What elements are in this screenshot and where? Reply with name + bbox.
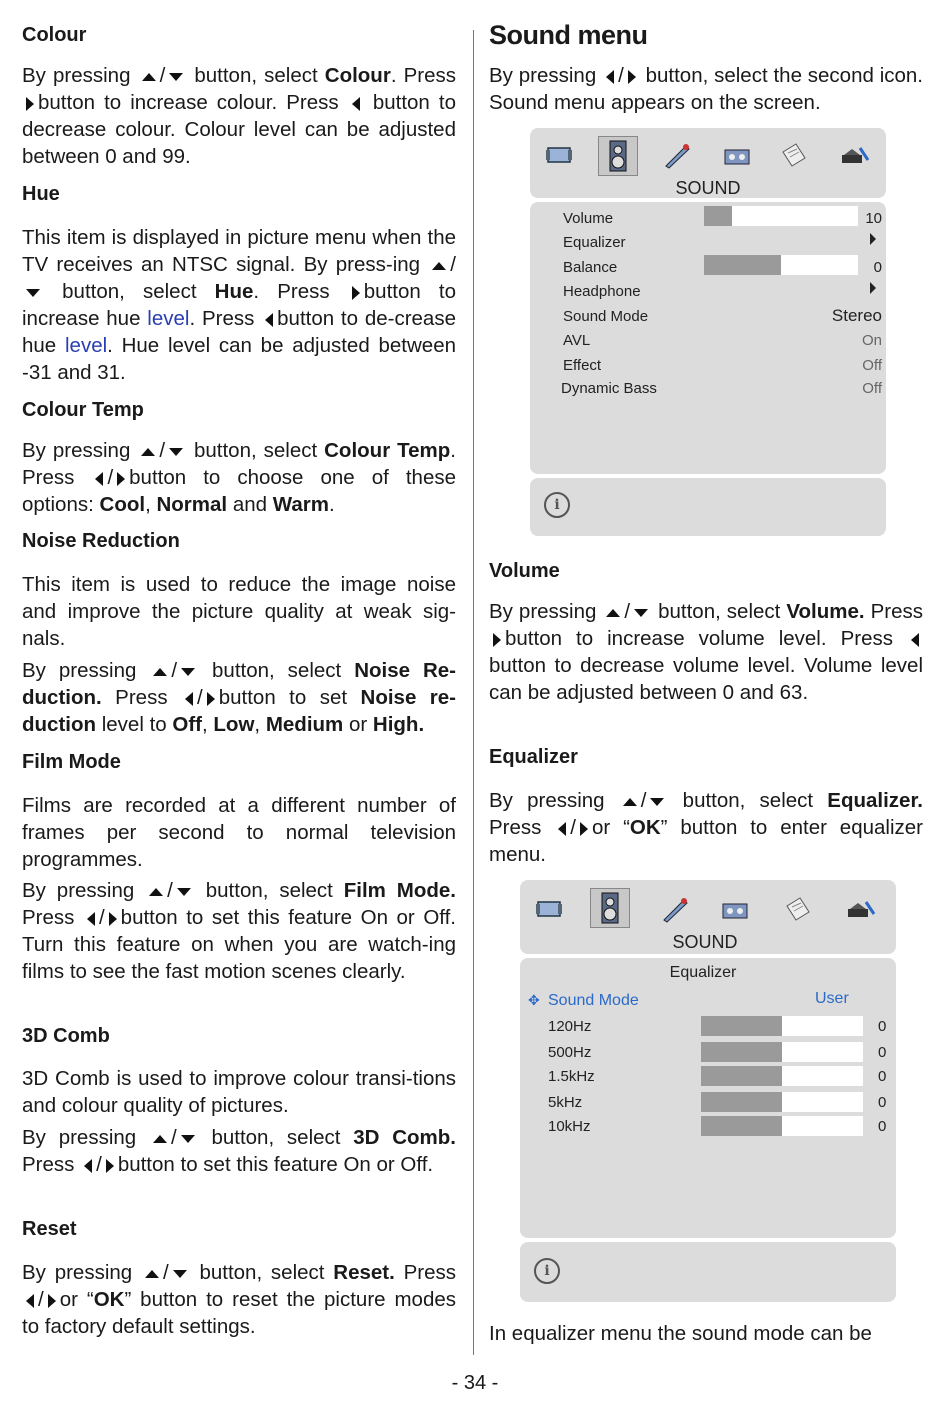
down-arrow-icon	[181, 668, 195, 676]
osd-equalizer-body	[520, 958, 896, 1238]
eq-band-bar-fill	[701, 1066, 782, 1086]
sound-osd	[530, 128, 886, 536]
picture-icon[interactable]	[534, 894, 564, 924]
text: button, select	[62, 280, 197, 303]
text: . Press	[390, 64, 456, 87]
bold-text: Volume.	[786, 600, 865, 623]
menu-item-value: On	[861, 332, 882, 349]
bold-text: Off	[172, 713, 202, 736]
colour-temp-paragraph: By pressing / button, select Colour Temp. Press / button to choose one of these options: Cool, Normal and Warm.	[22, 439, 456, 516]
noise-paragraph-2: By pressing / button, select Noise Re-duction. Press / button to set Noise re-duction level to Off, Low, Medium or High.	[22, 659, 457, 736]
colour-temp-heading: Colour Temp	[22, 399, 144, 421]
eq-band-bar[interactable]	[701, 1066, 863, 1086]
eq-band-value: 0	[878, 1094, 887, 1111]
bold-text: Warm	[272, 493, 329, 516]
column-divider	[473, 30, 474, 1355]
up-arrow-icon	[153, 668, 167, 676]
feature-icon[interactable]	[662, 140, 692, 170]
text: By pressing	[22, 659, 137, 682]
text: button, select	[658, 600, 781, 623]
text: By pressing	[489, 789, 605, 812]
level-link[interactable]: level	[147, 307, 190, 330]
level-bar-fill	[704, 255, 781, 275]
picture-icon[interactable]	[544, 140, 574, 170]
up-arrow-icon	[145, 1270, 159, 1278]
osd-tab-bar	[530, 128, 886, 198]
noise-reduction-heading: Noise Reduction	[22, 530, 180, 552]
text: Press	[22, 906, 75, 929]
eq-band-value: 0	[878, 1018, 887, 1035]
text: Press	[489, 816, 542, 839]
down-arrow-icon	[181, 1135, 195, 1143]
text: button to decrease colour. Colour level can be adjusted between 0 and 99.	[22, 91, 456, 168]
text: button, select	[199, 1261, 325, 1284]
down-arrow-icon	[650, 798, 664, 806]
source-icon[interactable]	[778, 140, 808, 170]
text: button to choose one of these options:	[22, 466, 456, 516]
sound-intro-paragraph: By pressing / button, select the second icon. Sound menu appears on the screen.	[489, 64, 924, 114]
hue-heading: Hue	[22, 183, 60, 205]
text: and	[232, 493, 268, 516]
right-arrow-icon	[117, 472, 125, 486]
text: . Press	[189, 307, 255, 330]
osd-footer	[520, 1242, 896, 1302]
bold-text: Noise re-duction	[22, 686, 456, 736]
left-arrow-icon	[606, 70, 614, 84]
down-arrow-icon	[634, 609, 648, 617]
settings-icon[interactable]	[840, 140, 870, 170]
hue-paragraph: This item is displayed in picture menu when the TV receives an NTSC signal. By press-ing / button, select Hue. Press button to increase hue level. Press button to de-crease hue level. Hue level can be adjusted between -31 and 31.	[22, 226, 456, 384]
eq-band-bar[interactable]	[701, 1016, 863, 1036]
text: button to set this feature On or Off. Turn this feature on when you are watch-ing films to see the fast motion scenes clearly.	[22, 906, 456, 983]
level-bar[interactable]	[704, 255, 858, 275]
equalizer-osd	[520, 880, 896, 1302]
equalizer-paragraph: By pressing / button, select Equalizer. Press / or “OK” button to enter equalizer menu.	[489, 789, 923, 866]
up-arrow-icon	[142, 73, 156, 81]
down-arrow-icon	[169, 73, 183, 81]
closing-paragraph: In equalizer menu the sound mode can be	[489, 1322, 872, 1345]
eq-band-bar[interactable]	[701, 1116, 863, 1136]
colour-heading: Colour	[22, 24, 87, 46]
text: . Press	[253, 280, 330, 303]
text: By pressing	[22, 879, 135, 902]
comb-paragraph-2: By pressing / button, select 3D Comb. Press / button to set this feature On or Off.	[22, 1126, 456, 1176]
move-icon: ✥	[528, 992, 540, 1008]
left-arrow-icon	[87, 912, 95, 926]
text: ” button to enter equalizer menu.	[489, 816, 923, 866]
volume-paragraph: By pressing / button, select Volume. Press button to increase volume level. Press button to decrease volume level. Volume level can be adjusted between 0 and 63.	[489, 600, 923, 704]
eq-band-bar-fill	[701, 1116, 782, 1136]
bold-text: OK	[93, 1288, 125, 1311]
right-arrow-icon	[109, 912, 117, 926]
feature-icon[interactable]	[660, 894, 690, 924]
up-arrow-icon	[432, 262, 446, 270]
eq-band-label[interactable]: 120Hz	[548, 1018, 592, 1035]
text: ” button to reset the picture modes to factory default settings.	[22, 1288, 457, 1338]
menu-item-dynamic-bass[interactable]: Dynamic Bass	[561, 380, 657, 397]
settings-icon[interactable]	[846, 894, 876, 924]
up-arrow-icon	[623, 798, 637, 806]
install-icon[interactable]	[722, 140, 752, 170]
menu-item-headphone[interactable]: Headphone	[563, 283, 641, 300]
osd-header: SOUND	[675, 178, 741, 198]
right-arrow-icon	[106, 1159, 114, 1173]
up-arrow-icon	[149, 888, 163, 896]
left-arrow-icon	[95, 472, 103, 486]
bold-text: Reset.	[333, 1261, 395, 1284]
text: . Hue level can be adjusted between -31 and 31.	[22, 334, 456, 384]
menu-item-sound-mode[interactable]: Sound Mode	[563, 308, 649, 325]
eq-band-label[interactable]: 5kHz	[548, 1094, 583, 1111]
eq-band-value: 0	[878, 1044, 887, 1061]
comb-paragraph-1: 3D Comb is used to improve colour transi-tions and colour quality of pictures.	[22, 1067, 456, 1117]
submenu-arrow-icon	[870, 233, 876, 245]
left-arrow-icon	[84, 1159, 92, 1173]
right-arrow-icon	[628, 70, 636, 84]
text: By pressing	[489, 64, 597, 87]
down-arrow-icon	[173, 1270, 187, 1278]
equalizer-subheader: Equalizer	[669, 964, 737, 981]
text: Press	[22, 1153, 75, 1176]
menu-item-avl[interactable]: AVL	[563, 332, 591, 349]
text: button to increase colour. Press	[38, 91, 339, 114]
text: button to increase volume level. Press	[505, 627, 893, 650]
eq-band-bar-fill	[701, 1016, 782, 1036]
text: button, select	[194, 64, 318, 87]
eq-band-label[interactable]: 500Hz	[548, 1044, 592, 1061]
left-arrow-icon	[26, 1294, 34, 1308]
text: or “	[591, 816, 630, 839]
up-arrow-icon	[606, 609, 620, 617]
bold-text: Equalizer.	[827, 789, 923, 812]
text: This item is displayed in picture menu when the TV receives an NTSC signal. By press-ing	[22, 226, 456, 276]
bold-text: Cool	[99, 493, 146, 516]
right-arrow-icon	[493, 633, 501, 647]
text: button, select	[682, 789, 814, 812]
text: button, select	[212, 659, 342, 682]
text: By pressing	[22, 1261, 133, 1284]
bold-text: 3D Comb.	[353, 1126, 456, 1149]
right-arrow-icon	[580, 822, 588, 836]
info-icon: i	[534, 1258, 560, 1284]
colour-paragraph: By pressing / button, select Colour. Press button to increase colour. Press button to decrease colour. Colour level can be adjusted between 0 and 99.	[22, 64, 456, 168]
text: button to set this feature On or Off.	[117, 1153, 434, 1176]
bold-text: High.	[372, 713, 425, 736]
menu-item-effect[interactable]: Effect	[563, 357, 602, 374]
menu-item-value: 0	[873, 259, 882, 276]
text: Press	[115, 686, 168, 709]
volume-heading: Volume	[489, 560, 560, 582]
info-icon: i	[544, 492, 570, 518]
menu-item-balance[interactable]: Balance	[563, 259, 618, 276]
right-arrow-icon	[26, 97, 34, 111]
left-arrow-icon	[558, 822, 566, 836]
noise-paragraph-1: This item is used to reduce the image noise and improve the picture quality at weak sig-nals.	[22, 573, 456, 650]
osd-menu-body	[530, 202, 886, 474]
text: or	[348, 713, 368, 736]
left-arrow-icon	[911, 633, 919, 647]
sound-icon[interactable]	[590, 888, 630, 928]
film-paragraph-1: Films are recorded at a different number of frames per second to normal television programmes.	[22, 794, 456, 871]
text: By pressing	[22, 1126, 137, 1149]
source-icon[interactable]	[782, 894, 812, 924]
bold-text: Medium	[265, 713, 344, 736]
text: button, select	[193, 439, 318, 462]
bold-text: Hue	[214, 280, 254, 303]
osd-footer	[530, 478, 886, 536]
bold-text: Noise Re-duction.	[22, 659, 457, 709]
level-bar-fill	[704, 206, 732, 226]
text: button to de-crease hue	[22, 307, 456, 357]
level-bar[interactable]	[704, 206, 858, 226]
bold-text: Colour Temp	[324, 439, 451, 462]
text: button, select the second icon. Sound menu appears on the screen.	[489, 64, 924, 114]
bold-text: Low	[213, 713, 255, 736]
sound-mode-value[interactable]: User	[815, 990, 849, 1007]
reset-heading: Reset	[22, 1218, 77, 1240]
reset-paragraph: By pressing / button, select Reset. Press / or “OK” button to reset the picture modes to factory default settings.	[22, 1261, 457, 1338]
eq-band-label[interactable]: 10kHz	[548, 1118, 591, 1135]
sound-icon[interactable]	[598, 136, 638, 176]
up-arrow-icon	[153, 1135, 167, 1143]
text: button to decrease volume level. Volume level can be adjusted between 0 and 63.	[489, 654, 923, 704]
down-arrow-icon	[26, 289, 40, 297]
text: . Press	[22, 439, 456, 489]
page-number: - 34 -	[451, 1372, 499, 1394]
bold-text: Film Mode.	[343, 879, 456, 902]
level-link[interactable]: level	[64, 334, 108, 357]
osd-tab-bar	[520, 880, 896, 954]
bold-text: Colour	[324, 64, 391, 87]
text: button, select	[205, 879, 333, 902]
text: button, select	[211, 1126, 341, 1149]
text: By pressing	[22, 439, 131, 462]
submenu-arrow-icon	[870, 282, 876, 294]
sound-mode-label[interactable]: Sound Mode	[548, 992, 639, 1009]
text: Press	[870, 600, 923, 623]
eq-band-value: 0	[878, 1068, 887, 1085]
left-arrow-icon	[185, 692, 193, 706]
text: or “	[59, 1288, 94, 1311]
left-arrow-icon	[352, 97, 360, 111]
bold-text: OK	[629, 816, 661, 839]
right-arrow-icon	[48, 1294, 56, 1308]
3d-comb-heading: 3D Comb	[22, 1025, 110, 1047]
menu-item-value: Off	[862, 357, 882, 374]
eq-band-bar[interactable]	[701, 1042, 863, 1062]
page-title: Sound menu	[489, 20, 648, 50]
text: Press	[403, 1261, 456, 1284]
install-icon[interactable]	[720, 894, 750, 924]
osd-header: SOUND	[672, 932, 738, 952]
eq-band-label[interactable]: 1.5kHz	[548, 1068, 595, 1085]
down-arrow-icon	[169, 448, 183, 456]
menu-item-value: Stereo	[831, 306, 882, 325]
text: By pressing	[22, 64, 131, 87]
equalizer-heading: Equalizer	[489, 746, 578, 768]
film-mode-heading: Film Mode	[22, 751, 121, 773]
right-arrow-icon	[352, 286, 360, 300]
text: By pressing	[489, 600, 597, 623]
film-paragraph-2: By pressing / button, select Film Mode. Press / button to set this feature On or Off. Turn this feature on when you are watch-ing films to see the fast motion scenes clearly.	[22, 879, 456, 983]
text: level to	[101, 713, 167, 736]
eq-band-value: 0	[878, 1118, 887, 1135]
bold-text: Normal	[156, 493, 228, 516]
menu-item-value: Off	[862, 380, 882, 397]
menu-item-equalizer[interactable]: Equalizer	[563, 234, 626, 251]
text: button to increase hue	[22, 280, 456, 330]
down-arrow-icon	[177, 888, 191, 896]
up-arrow-icon	[141, 448, 155, 456]
left-arrow-icon	[265, 313, 273, 327]
text: button to set	[218, 686, 348, 709]
eq-band-bar[interactable]	[701, 1092, 863, 1112]
menu-item-value: 10	[865, 210, 882, 227]
eq-band-bar-fill	[701, 1092, 782, 1112]
menu-item-volume[interactable]: Volume	[563, 210, 614, 227]
right-arrow-icon	[207, 692, 215, 706]
eq-band-bar-fill	[701, 1042, 782, 1062]
